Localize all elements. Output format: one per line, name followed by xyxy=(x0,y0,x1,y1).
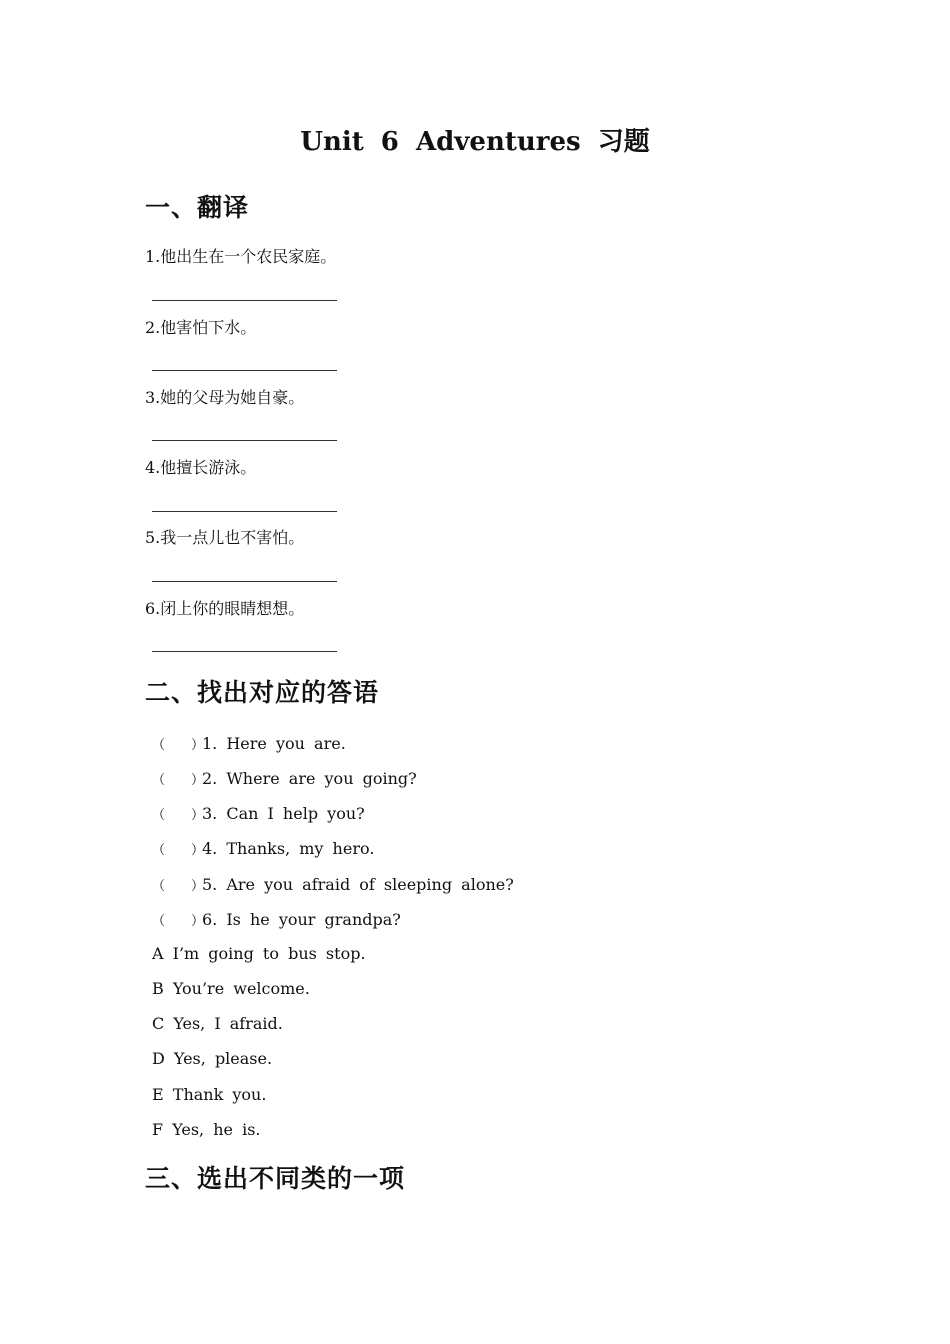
answer-blank[interactable]: （ ） xyxy=(152,879,205,894)
translation-question-4: 4.他擅长游泳。 xyxy=(145,458,257,477)
answer-line-3[interactable] xyxy=(152,440,337,441)
answer-line-4[interactable] xyxy=(152,511,337,512)
answer-line-1[interactable] xyxy=(152,300,337,301)
page-title: Unit 6 Adventures 习题 xyxy=(300,127,650,157)
match-question-row xyxy=(152,838,374,862)
answer-line-2[interactable] xyxy=(152,370,337,371)
answer-option-b: B You’re welcome. xyxy=(152,979,310,998)
match-question-text: 5. Are you afraid of sleeping alone? xyxy=(202,875,514,894)
answer-line-6[interactable] xyxy=(152,651,337,652)
match-question-text: 6. Is he your grandpa? xyxy=(202,910,401,929)
match-question-row xyxy=(152,909,401,933)
translation-question-3: 3.她的父母为她自豪。 xyxy=(145,388,305,407)
match-question-row xyxy=(152,874,514,898)
answer-blank[interactable]: （ ） xyxy=(152,738,205,753)
match-question-row xyxy=(152,768,417,792)
match-question-text: 3. Can I help you? xyxy=(202,804,365,823)
section-2-heading: 二、找出对应的答语 xyxy=(145,678,380,707)
answer-option-c: C Yes, I afraid. xyxy=(152,1014,283,1033)
answer-line-5[interactable] xyxy=(152,581,337,582)
answer-blank[interactable]: （ ） xyxy=(152,843,205,858)
translation-question-6: 6.闭上你的眼睛想想。 xyxy=(145,599,305,618)
translation-question-2: 2.他害怕下水。 xyxy=(145,318,257,337)
answer-option-a: A I’m going to bus stop. xyxy=(152,944,366,963)
match-question-row xyxy=(152,803,365,827)
answer-blank[interactable]: （ ） xyxy=(152,773,205,788)
match-question-text: 4. Thanks, my hero. xyxy=(202,839,375,858)
answer-blank[interactable]: （ ） xyxy=(152,808,205,823)
translation-question-1: 1.他出生在一个农民家庭。 xyxy=(145,247,337,266)
answer-option-d: D Yes, please. xyxy=(152,1049,273,1068)
match-question-text: 1. Here you are. xyxy=(202,734,346,753)
match-question-row xyxy=(152,733,346,757)
answer-option-e: E Thank you. xyxy=(152,1085,267,1104)
answer-option-f: F Yes, he is. xyxy=(152,1120,261,1139)
match-question-text: 2. Where are you going? xyxy=(202,769,417,788)
answer-blank[interactable]: （ ） xyxy=(152,914,205,929)
section-3-heading: 三、选出不同类的一项 xyxy=(145,1164,406,1193)
section-1-heading: 一、翻译 xyxy=(145,193,250,222)
translation-question-5: 5.我一点儿也不害怕。 xyxy=(145,528,305,547)
